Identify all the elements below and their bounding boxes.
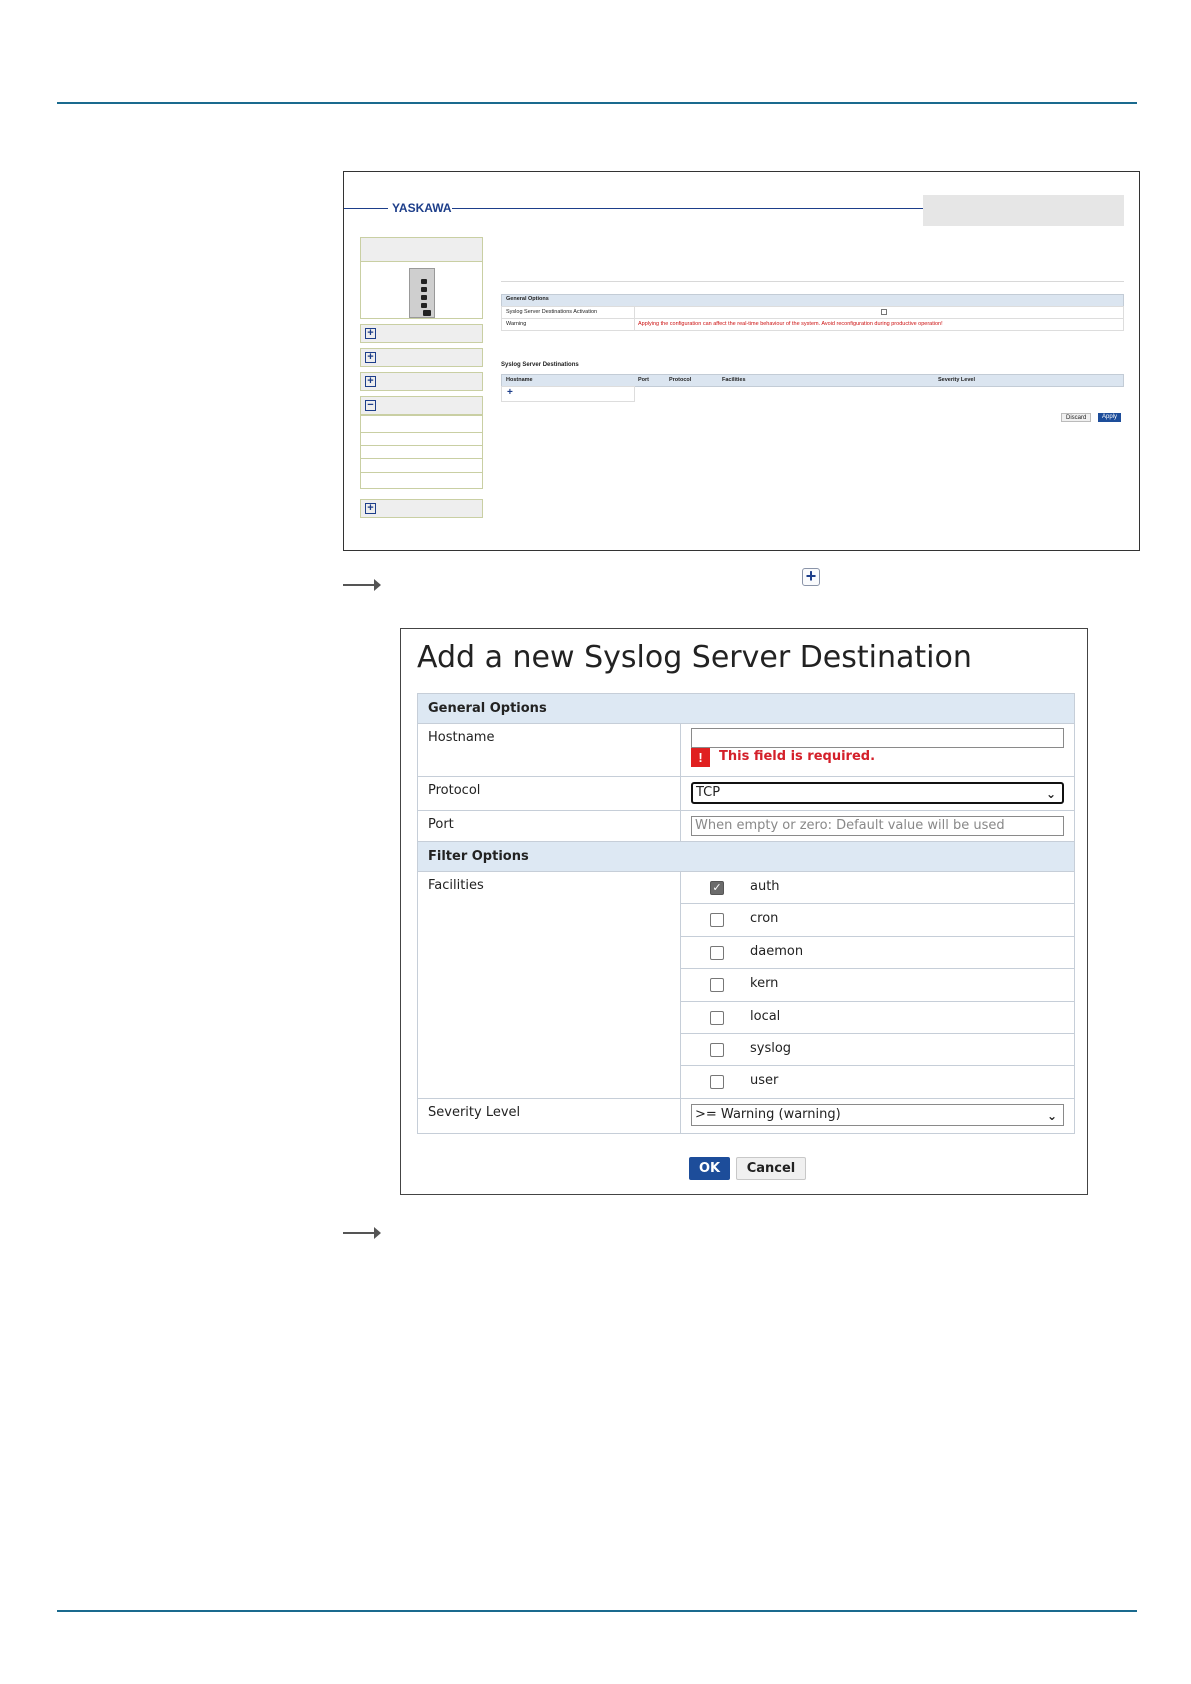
brand-line-left bbox=[344, 208, 388, 209]
expand-icon[interactable]: + bbox=[365, 376, 376, 387]
chevron-down-icon: ⌄ bbox=[1046, 1109, 1057, 1123]
brand-logo: YASKAWA bbox=[392, 201, 452, 215]
ok-button[interactable]: OK bbox=[689, 1157, 730, 1180]
device-image bbox=[409, 268, 435, 318]
dialog-title: Add a new Syslog Server Destination bbox=[417, 640, 972, 675]
activation-checkbox[interactable] bbox=[881, 309, 887, 315]
header-grey-box bbox=[923, 195, 1124, 226]
expand-icon[interactable]: + bbox=[365, 503, 376, 514]
sidebar-subitem[interactable] bbox=[360, 458, 483, 473]
sidebar-item-1[interactable] bbox=[360, 324, 483, 343]
filter-options-section: Filter Options bbox=[418, 842, 1074, 872]
dialog-form-table bbox=[417, 693, 1075, 1134]
sidebar-item-5[interactable] bbox=[360, 499, 483, 518]
facility-item bbox=[681, 969, 1074, 1001]
col-severity: Severity Level bbox=[938, 377, 975, 383]
collapse-icon[interactable]: − bbox=[365, 400, 376, 411]
mini-col-divider bbox=[634, 306, 635, 331]
warning-text: Applying the configuration can affect the real-time behaviour of the system. Avoid reconfiguration during productive operation! bbox=[638, 321, 943, 327]
severity-select[interactable] bbox=[691, 1104, 1064, 1126]
severity-row bbox=[418, 1099, 1074, 1133]
facility-item bbox=[681, 872, 1074, 904]
facility-label: user bbox=[750, 1073, 779, 1089]
facility-checkbox[interactable]: ✓ bbox=[710, 881, 724, 895]
content-divider bbox=[501, 281, 1124, 282]
sidebar-subitem[interactable] bbox=[360, 432, 483, 446]
facility-label: kern bbox=[750, 976, 779, 992]
port-label: Port bbox=[428, 817, 454, 832]
expand-icon[interactable]: + bbox=[365, 328, 376, 339]
facilities-label: Facilities bbox=[428, 878, 484, 893]
severity-label: Severity Level bbox=[428, 1105, 521, 1120]
activation-label: Syslog Server Destinations Activation bbox=[506, 309, 598, 315]
error-icon: ! bbox=[691, 748, 710, 767]
hostname-label: Hostname bbox=[428, 730, 495, 745]
facility-item bbox=[681, 1034, 1074, 1066]
sidebar-device bbox=[360, 261, 483, 319]
sidebar-item-2[interactable] bbox=[360, 348, 483, 367]
facilities-list bbox=[680, 872, 1074, 1098]
general-options-section: General Options bbox=[418, 694, 1074, 724]
facility-item bbox=[681, 937, 1074, 969]
cancel-button[interactable]: Cancel bbox=[736, 1157, 806, 1180]
destinations-title: Syslog Server Destinations bbox=[501, 362, 579, 368]
port-row bbox=[418, 811, 1074, 842]
chevron-down-icon: ⌄ bbox=[1045, 787, 1056, 801]
facility-checkbox[interactable] bbox=[710, 1075, 724, 1089]
protocol-value: TCP bbox=[696, 785, 721, 800]
add-destination-dialog bbox=[400, 628, 1088, 1195]
facility-checkbox[interactable] bbox=[710, 946, 724, 960]
port-input[interactable]: When empty or zero: Default value will be used bbox=[691, 816, 1064, 836]
facility-checkbox[interactable] bbox=[710, 1043, 724, 1057]
protocol-label: Protocol bbox=[428, 783, 481, 798]
sidebar-subitem[interactable] bbox=[360, 472, 483, 489]
add-row bbox=[501, 386, 635, 402]
sidebar-item-4[interactable] bbox=[360, 396, 483, 415]
hostname-error: This field is required. bbox=[719, 749, 876, 764]
facility-label: cron bbox=[750, 911, 779, 927]
step-arrow bbox=[343, 584, 379, 586]
sidebar-item-3[interactable] bbox=[360, 372, 483, 391]
facility-item bbox=[681, 904, 1074, 936]
header-rule bbox=[57, 102, 1137, 104]
add-destination-icon[interactable]: + bbox=[507, 387, 513, 398]
add-icon: + bbox=[802, 568, 820, 586]
protocol-row bbox=[418, 777, 1074, 811]
col-hostname: Hostname bbox=[506, 377, 533, 383]
facility-label: auth bbox=[750, 879, 780, 894]
facility-checkbox[interactable] bbox=[710, 913, 724, 927]
hostname-row bbox=[418, 724, 1074, 777]
severity-value: >= Warning (warning) bbox=[695, 1107, 841, 1122]
warning-label: Warning bbox=[506, 321, 527, 327]
col-port: Port bbox=[638, 377, 649, 383]
col-facilities: Facilities bbox=[722, 377, 746, 383]
facility-label: local bbox=[750, 1008, 781, 1024]
facility-item bbox=[681, 1002, 1074, 1034]
facility-checkbox[interactable] bbox=[710, 1011, 724, 1025]
general-options-title: General Options bbox=[506, 296, 549, 302]
facility-label: daemon bbox=[750, 943, 804, 959]
hostname-input[interactable] bbox=[691, 728, 1064, 748]
footer-rule bbox=[57, 1610, 1137, 1612]
facility-checkbox[interactable] bbox=[710, 978, 724, 992]
facility-label: syslog bbox=[750, 1040, 792, 1056]
step-arrow bbox=[343, 1232, 379, 1234]
expand-icon[interactable]: + bbox=[365, 352, 376, 363]
facilities-row bbox=[418, 872, 1074, 1099]
facility-item bbox=[681, 1066, 1074, 1098]
sidebar-subitem[interactable] bbox=[360, 445, 483, 459]
sidebar-header bbox=[360, 237, 483, 262]
syslog-overview-screenshot bbox=[343, 171, 1140, 551]
apply-button[interactable]: Apply bbox=[1098, 413, 1121, 422]
protocol-select[interactable] bbox=[691, 782, 1064, 804]
sidebar-subitem[interactable] bbox=[360, 415, 483, 433]
col-protocol: Protocol bbox=[669, 377, 692, 383]
discard-button[interactable]: Discard bbox=[1061, 413, 1091, 422]
